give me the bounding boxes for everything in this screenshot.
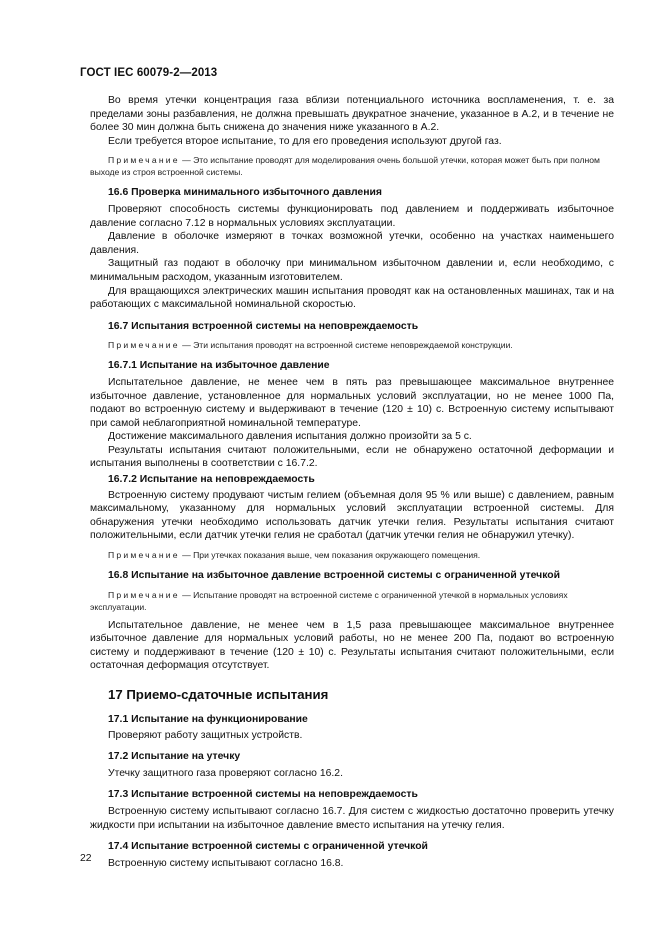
section-17-4-heading: 17.4 Испытание встроенной системы с ограниченной утечкой [108,841,428,853]
section-17-2-heading: 17.2 Испытание на утечку [108,751,241,763]
section-16-6-paragraph-4: Для вращающихся электрических машин испытания проводят как на остановленных машинах, так и на работающих с максимальной номинальной скоростью. [90,285,614,311]
note-prefix: Примечание [108,155,180,166]
section-16-7-2-note [90,549,614,561]
section-16-8-heading: 16.8 Испытание на избыточное давление встроенной системы с ограниченной утечкой [108,570,561,582]
intro-paragraph-2: Если требуется второе испытание, то для его проведения используют другой газ. [108,135,502,147]
note-text: — Это испытание проводят для моделирования очень большой утечки, которая может быть при полном выходе из строя встроенной системы. [90,155,600,178]
section-16-8-note [90,589,614,613]
note-prefix: Примечание [108,589,180,600]
section-17-3-paragraph: Встроенную систему испытывают согласно 16.7. Для систем с жидкостью достаточно проверить утечку жидкости при испытании на избыточное давление вместо испытания на утечку гелия. [90,805,614,831]
section-16-7-1-heading: 16.7.1 Испытание на избыточное давление [108,360,330,372]
section-16-6-paragraph-3: Защитный газ подают в оболочку при минимальном избыточном давлении и, если необходимо, с минимальным расходом, указанным изготовителем. [90,258,614,283]
section-17-1-paragraph: Проверяют работу защитных устройств. [108,729,303,741]
note-text: — Испытание проводят на встроенной системе с ограниченной утечкой в нормальных условиях эксплуатации. [90,589,568,612]
document-body [90,94,614,870]
note-text: — Эти испытания проводят на встроенной системе неповреждаемой конструкции. [182,340,513,351]
section-16-7-heading: 16.7 Испытания встроенной системы на неповреждаемость [108,320,419,332]
section-17-3-heading: 17.3 Испытание встроенной системы на неповреждаемость [108,789,418,801]
section-16-6-paragraph-2: Давление в оболочке измеряют в точках возможной утечки, особенно на участках наименьшего давления. [90,231,614,256]
document-header: ГОСТ IEC 60079-2—2013 [80,67,218,79]
section-16-7-2-paragraph-1: Встроенную систему продувают чистым гелием (объемная доля 95 % или выше) с давлением, равным максимальному, указанному для нормальных условий эксплуатации встроенной системы. Для обнаружения утечки необходимо использовать датчик утечки гелия. Результаты испытания считают положительными, если датчик утечки гелия не сработал (датчик утечки гелия не обнаружил утечку). [90,489,614,542]
section-16-6-paragraph-1: Проверяют способность системы функционировать под давлением и поддерживать избыточное давление согласно 7.12 в нормальных условиях эксплуатации. [90,203,614,229]
section-17-2-paragraph: Утечку защитного газа проверяют согласно 16.2. [108,767,343,779]
intro-note [90,154,614,178]
section-16-8-paragraph-1: Испытательное давление, не менее чем в 1,5 раза превышающее максимальное внутреннее избыточное давление для нормальных условий работы, но не менее 200 Па, подают во встроенную систему и поддерживают в течение (120 ± 10) с. Результаты испытания считают положительными, если остаточная деформация отсутствует. [90,619,614,672]
note-text: — При утечках показания выше, чем показания окружающего помещения. [182,550,481,561]
section-17-4-paragraph: Встроенную систему испытывают согласно 16.8. [108,857,344,869]
intro-paragraph-1: Во время утечки концентрация газа вблизи потенциального источника воспламенения, т. е. за пределами зоны разбавления, не должна превышать двукратное значение, указанное в А.2, и в течение не более 30 мин должна быть снижена до значения ниже указанного в А.2. [90,95,614,134]
note-prefix: Примечание [108,550,180,561]
section-16-7-note [90,339,614,351]
section-16-7-1-paragraph-3: Результаты испытания считают положительными, если не обнаружено остаточной деформации и испытания выполнены в соответствии с 16.7.2. [90,444,614,470]
section-16-7-2-heading: 16.7.2 Испытание на неповреждаемость [108,474,315,486]
section-17-heading: 17 Приемо-сдаточные испытания [108,687,329,702]
section-16-7-1-paragraph-2: Достижение максимального давления испытания должно произойти за 5 с. [108,431,472,443]
page-number: 22 [80,853,92,864]
section-16-7-1-paragraph-1: Испытательное давление, не менее чем в пять раз превышающее максимальное внутреннее избыточное давление, установленное для нормальных условий эксплуатации, но не менее 1000 Па, подают во встроенную систему и выдерживают в течение (120 ± 10) с. Встроенную систему испытывают при самой неблагоприятной номинальной температуре. [90,376,614,429]
note-prefix: Примечание [108,340,180,351]
section-17-1-heading: 17.1 Испытание на функционирование [108,714,308,725]
section-16-6-heading: 16.6 Проверка минимального избыточного давления [108,187,382,199]
